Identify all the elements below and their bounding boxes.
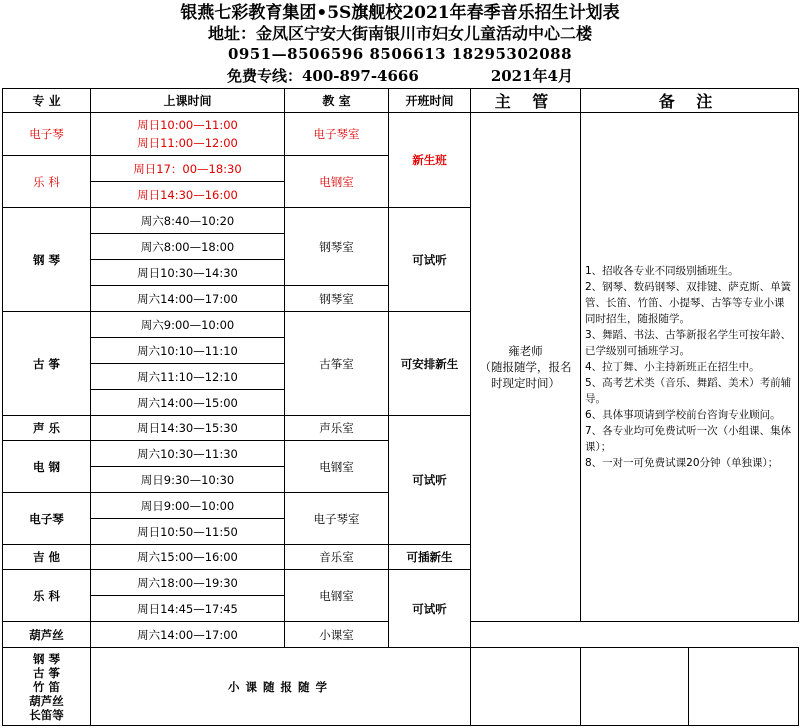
notes-cell xyxy=(581,113,799,622)
time-cell: 周六8:40—10:20 xyxy=(91,208,285,234)
room-cell: 古筝室 xyxy=(285,312,389,416)
note-item: 5、高考艺术类（音乐、舞蹈、美术）考前辅导。 xyxy=(585,377,792,405)
empty-notes-cell xyxy=(581,648,689,726)
time-cell: 周六18:00—19:30 xyxy=(91,570,285,596)
time-line: 周日10:00—11:00 xyxy=(137,118,238,132)
time-cell: 周六8:00—18:00 xyxy=(91,234,285,260)
small-subject: 古 筝 xyxy=(32,665,60,680)
time-cell: 周日17：00—18:30 xyxy=(91,156,285,182)
room-cell: 小课室 xyxy=(285,622,389,648)
note-item: 7、各专业均可免费试听一次（小组课、集体课）； xyxy=(585,425,792,453)
small-class-note: 小课随报随学 xyxy=(91,648,471,726)
time-cell: 周六15:00—16:00 xyxy=(91,545,285,570)
time-cell: 周六9:00—10:00 xyxy=(91,312,285,338)
hotline-text: 免费专线：400-897-4666 xyxy=(226,67,419,85)
small-subject: 竹 笛 xyxy=(32,679,60,694)
col-manager: 主 管 xyxy=(471,89,581,113)
time-cell: 周日9:30—10:30 xyxy=(91,467,285,493)
room-cell: 钢琴室 xyxy=(285,208,389,286)
small-subject: 长笛等 xyxy=(29,707,64,722)
room-cell: 声乐室 xyxy=(285,416,389,441)
room-cell: 电子琴室 xyxy=(285,493,389,545)
time-cell: 周日14:30—16:00 xyxy=(91,182,285,208)
address-line: 地址：金凤区宁安大街南银川市妇女儿童活动中心二楼 xyxy=(207,24,592,43)
time-cell: 周日10:50—11:50 xyxy=(91,519,285,545)
subject-cell: 古 筝 xyxy=(3,312,91,416)
note-item: 1、招收各专业不同级别插班生。 xyxy=(585,265,739,277)
open-cell: 可试听 xyxy=(389,208,471,312)
open-cell: 可试听 xyxy=(389,416,471,545)
time-cell xyxy=(91,113,285,156)
time-cell: 周日9:00—10:00 xyxy=(91,493,285,519)
room-cell: 钢琴室 xyxy=(285,286,389,312)
subject-cell: 吉 他 xyxy=(3,545,91,570)
subject-cell: 葫芦丝 xyxy=(3,622,91,648)
open-cell: 新生班 xyxy=(389,113,471,208)
subject-cell: 电子琴 xyxy=(3,493,91,545)
subject-cell: 乐 科 xyxy=(3,156,91,208)
table-row xyxy=(3,648,799,726)
manager-note: （随报随学，报名时现定时间） xyxy=(479,360,572,390)
time-cell: 周六10:10—11:10 xyxy=(91,338,285,364)
table-header-row xyxy=(3,89,799,113)
time-cell: 周六10:30—11:30 xyxy=(91,441,285,467)
subject-cell: 电 钢 xyxy=(3,441,91,493)
open-cell: 可插新生 xyxy=(389,545,471,570)
note-item: 6、具体事项请到学校前台咨询专业顾问。 xyxy=(585,409,781,421)
col-subject: 专 业 xyxy=(3,89,91,113)
small-subject: 葫芦丝 xyxy=(29,693,64,708)
col-notes: 备 注 xyxy=(581,89,799,113)
subject-cell: 钢 琴 xyxy=(3,208,91,312)
subject-cell: 声 乐 xyxy=(3,416,91,441)
hotline-line xyxy=(0,66,800,86)
col-open: 开班时间 xyxy=(389,89,471,113)
note-item: 8、一对一可免费试课20分钟（单独课）； xyxy=(585,457,779,469)
room-cell: 电钢室 xyxy=(285,156,389,208)
subject-cell: 电子琴 xyxy=(3,113,91,156)
note-item: 3、舞蹈、书法、古筝新报名学生可按年龄、已学级别可插班学习。 xyxy=(585,329,792,357)
page-title: 银燕七彩教育集团•5S旗舰校2021年春季音乐招生计划表 xyxy=(180,3,620,23)
time-cell: 周日14:30—15:30 xyxy=(91,416,285,441)
room-cell: 电钢室 xyxy=(285,441,389,493)
room-cell: 电子琴室 xyxy=(285,113,389,156)
time-cell: 周六14:00—17:00 xyxy=(91,622,285,648)
room-cell: 电钢室 xyxy=(285,570,389,622)
time-line: 周日11:00—12:00 xyxy=(137,136,238,150)
subject-cell xyxy=(3,648,91,726)
time-cell: 周六14:00—15:00 xyxy=(91,390,285,416)
col-room: 教 室 xyxy=(285,89,389,113)
room-cell: 音乐室 xyxy=(285,545,389,570)
small-subject: 钢 琴 xyxy=(32,651,60,666)
subject-cell: 乐 科 xyxy=(3,570,91,622)
open-cell: 可试听 xyxy=(389,570,471,648)
manager-cell xyxy=(471,113,581,622)
schedule-table xyxy=(2,88,799,726)
col-time: 上课时间 xyxy=(91,89,285,113)
table-row xyxy=(3,113,799,156)
date-text: 2021年4月 xyxy=(490,67,573,85)
time-cell: 周六14:00—17:00 xyxy=(91,286,285,312)
open-cell: 可安排新生 xyxy=(389,312,471,416)
phone-line: 0951—8506596 8506613 18295302088 xyxy=(227,45,573,63)
time-cell: 周日14:45—17:45 xyxy=(91,596,285,622)
note-item: 4、拉丁舞、小主持新班正在招生中。 xyxy=(585,361,760,373)
time-cell: 周六11:10—12:10 xyxy=(91,364,285,390)
time-cell: 周日10:30—14:30 xyxy=(91,260,285,286)
empty-notes-cell-2 xyxy=(689,648,799,726)
empty-manager-cell xyxy=(471,648,581,726)
note-item: 2、钢琴、数码钢琴、双排键、萨克斯、单簧管、长笛、竹笛、小提琴、古筝等专业小课同时招生，随报随学。 xyxy=(585,281,792,325)
manager-name: 雍老师 xyxy=(508,344,543,358)
